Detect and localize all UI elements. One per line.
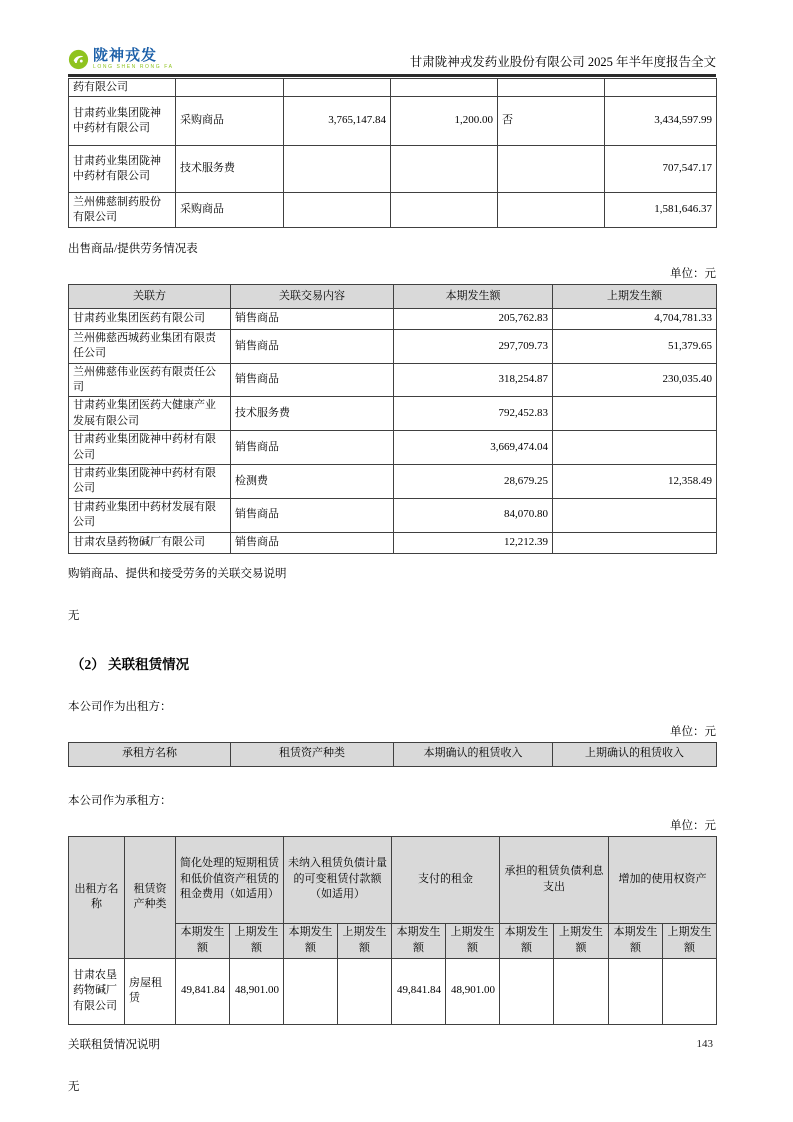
column-header: 上期发生额 (446, 923, 500, 958)
table-cell: 甘肃药业集团医药有限公司 (69, 308, 231, 329)
column-header: 上期发生额 (230, 923, 284, 958)
column-header: 关联交易内容 (231, 284, 394, 308)
table-cell: 甘肃药业集团陇神中药材有限公司 (69, 465, 231, 499)
table-cell: 采购商品 (176, 192, 284, 227)
column-header: 出租方名称 (69, 836, 125, 958)
table-cell (284, 958, 338, 1024)
purchase-sales-note-value: 无 (68, 609, 80, 622)
table-cell: 检测费 (231, 465, 394, 499)
lease-note-label: 关联租赁情况说明 (68, 1038, 160, 1051)
table-cell: 792,452.83 (394, 397, 553, 431)
table-cell (553, 397, 717, 431)
column-header: 上期发生额 (338, 923, 392, 958)
company-logo-icon (68, 49, 89, 70)
column-header: 本期发生额 (392, 923, 446, 958)
column-group-header: 简化处理的短期租赁和低价值资产租赁的租金费用（如适用） (176, 836, 284, 923)
table-cell (498, 78, 605, 96)
table-row (69, 532, 717, 553)
column-header: 本期确认的租赁收入 (394, 742, 553, 766)
sales-table-caption: 出售商品/提供劳务情况表 (68, 242, 198, 255)
table-cell: 12,358.49 (553, 465, 717, 499)
table-cell: 230,035.40 (553, 363, 717, 397)
table-cell: 采购商品 (176, 96, 284, 145)
table-row (69, 308, 717, 329)
unit-label: 单位：元 (670, 267, 716, 280)
column-header: 本期发生额 (394, 284, 553, 308)
column-header: 上期发生额 (554, 923, 609, 958)
purchase-goods-table (68, 78, 717, 228)
column-header: 关联方 (69, 284, 231, 308)
table-cell: 技术服务费 (231, 397, 394, 431)
table-cell: 甘肃药业集团陇神中药材有限公司 (69, 431, 231, 465)
table-cell (284, 192, 391, 227)
table-cell: 甘肃药业集团陇神中药材有限公司 (69, 96, 176, 145)
column-header: 本期发生额 (176, 923, 230, 958)
table-cell: 48,901.00 (230, 958, 284, 1024)
table-row (69, 192, 717, 227)
column-header: 上期发生额 (663, 923, 717, 958)
table-cell: 318,254.87 (394, 363, 553, 397)
table-cell (500, 958, 554, 1024)
report-title: 甘肃陇神戎发药业股份有限公司 2025 年半年度报告全文 (409, 55, 716, 69)
table-cell: 3,669,474.04 (394, 431, 553, 465)
table-cell (391, 192, 498, 227)
table-cell (663, 958, 717, 1024)
lessor-lease-table (68, 742, 717, 767)
table-cell: 84,070.80 (394, 498, 553, 532)
column-header: 租赁资产种类 (125, 836, 176, 958)
table-row (69, 78, 717, 96)
table-cell (391, 78, 498, 96)
table-cell (391, 145, 498, 192)
table-cell: 1,200.00 (391, 96, 498, 145)
lessee-lease-table (68, 836, 717, 1025)
table-header-row (69, 284, 717, 308)
table-cell (609, 958, 663, 1024)
table-cell: 兰州佛慈制药股份有限公司 (69, 192, 176, 227)
table-cell (284, 145, 391, 192)
table-cell: 甘肃农垦药物碱厂有限公司 (69, 532, 231, 553)
table-cell: 药有限公司 (69, 78, 176, 96)
table-cell: 1,581,646.37 (605, 192, 717, 227)
column-header: 本期发生额 (609, 923, 663, 958)
table-row (69, 329, 717, 363)
header-rule (68, 74, 716, 77)
table-row (69, 145, 717, 192)
table-cell: 甘肃药业集团中药材发展有限公司 (69, 498, 231, 532)
table-cell: 205,762.83 (394, 308, 553, 329)
column-header: 承租方名称 (69, 742, 231, 766)
column-header: 租赁资产种类 (231, 742, 394, 766)
lease-note-value: 无 (68, 1080, 80, 1093)
table-cell (553, 498, 717, 532)
lessee-intro: 本公司作为承租方： (68, 794, 172, 807)
table-cell: 12,212.39 (394, 532, 553, 553)
table-cell: 房屋租赁 (125, 958, 176, 1024)
table-cell: 销售商品 (231, 329, 394, 363)
table-cell: 28,679.25 (394, 465, 553, 499)
table-cell: 甘肃农垦药物碱厂有限公司 (69, 958, 125, 1024)
table-row (69, 363, 717, 397)
lessor-intro: 本公司作为出租方： (68, 700, 172, 713)
table-cell (176, 78, 284, 96)
column-group-header: 支付的租金 (392, 836, 500, 923)
table-cell (553, 532, 717, 553)
table-header-row (69, 742, 717, 766)
column-header: 上期确认的租赁收入 (553, 742, 717, 766)
table-cell (605, 78, 717, 96)
purchase-sales-note-label: 购销商品、提供和接受劳务的关联交易说明 (68, 567, 287, 580)
sales-services-table (68, 284, 717, 554)
column-group-header: 承担的租赁负债利息支出 (500, 836, 609, 923)
table-cell: 4,704,781.33 (553, 308, 717, 329)
column-header: 上期发生额 (553, 284, 717, 308)
column-group-header: 未纳入租赁负债计量的可变租赁付款额（如适用） (284, 836, 392, 923)
column-header: 本期发生额 (284, 923, 338, 958)
logo-subtitle: LONG SHEN RONG FA (93, 64, 174, 70)
table-cell: 49,841.84 (392, 958, 446, 1024)
table-cell: 48,901.00 (446, 958, 500, 1024)
table-row (69, 431, 717, 465)
table-cell: 技术服务费 (176, 145, 284, 192)
table-cell (284, 78, 391, 96)
table-cell (553, 431, 717, 465)
table-cell: 297,709.73 (394, 329, 553, 363)
table-row (69, 465, 717, 499)
unit-label: 单位：元 (670, 725, 716, 738)
table-row (69, 96, 717, 145)
table-cell: 甘肃药业集团陇神中药材有限公司 (69, 145, 176, 192)
table-cell (338, 958, 392, 1024)
table-cell: 销售商品 (231, 532, 394, 553)
table-cell: 707,547.17 (605, 145, 717, 192)
company-logo (68, 48, 174, 70)
table-cell: 51,379.65 (553, 329, 717, 363)
table-cell (498, 192, 605, 227)
table-cell (554, 958, 609, 1024)
table-cell: 销售商品 (231, 498, 394, 532)
table-cell (498, 145, 605, 192)
table-row (69, 397, 717, 431)
table-cell: 否 (498, 96, 605, 145)
lease-section-heading: （2） 关联租赁情况 (71, 656, 190, 672)
page-number: 143 (696, 1038, 713, 1050)
table-cell: 3,765,147.84 (284, 96, 391, 145)
table-cell: 3,434,597.99 (605, 96, 717, 145)
table-row (69, 498, 717, 532)
table-cell: 销售商品 (231, 363, 394, 397)
table-cell: 49,841.84 (176, 958, 230, 1024)
table-cell: 兰州佛慈伟业医药有限责任公司 (69, 363, 231, 397)
table-header-row (69, 836, 717, 923)
column-header: 本期发生额 (500, 923, 554, 958)
table-cell: 兰州佛慈西城药业集团有限责任公司 (69, 329, 231, 363)
table-row (69, 958, 717, 1024)
logo-title: 陇神戎发 (93, 47, 158, 64)
column-group-header: 增加的使用权资产 (609, 836, 717, 923)
table-cell: 甘肃药业集团医药大健康产业发展有限公司 (69, 397, 231, 431)
unit-label: 单位：元 (670, 819, 716, 832)
table-cell: 销售商品 (231, 308, 394, 329)
table-cell: 销售商品 (231, 431, 394, 465)
page-header (68, 0, 716, 70)
